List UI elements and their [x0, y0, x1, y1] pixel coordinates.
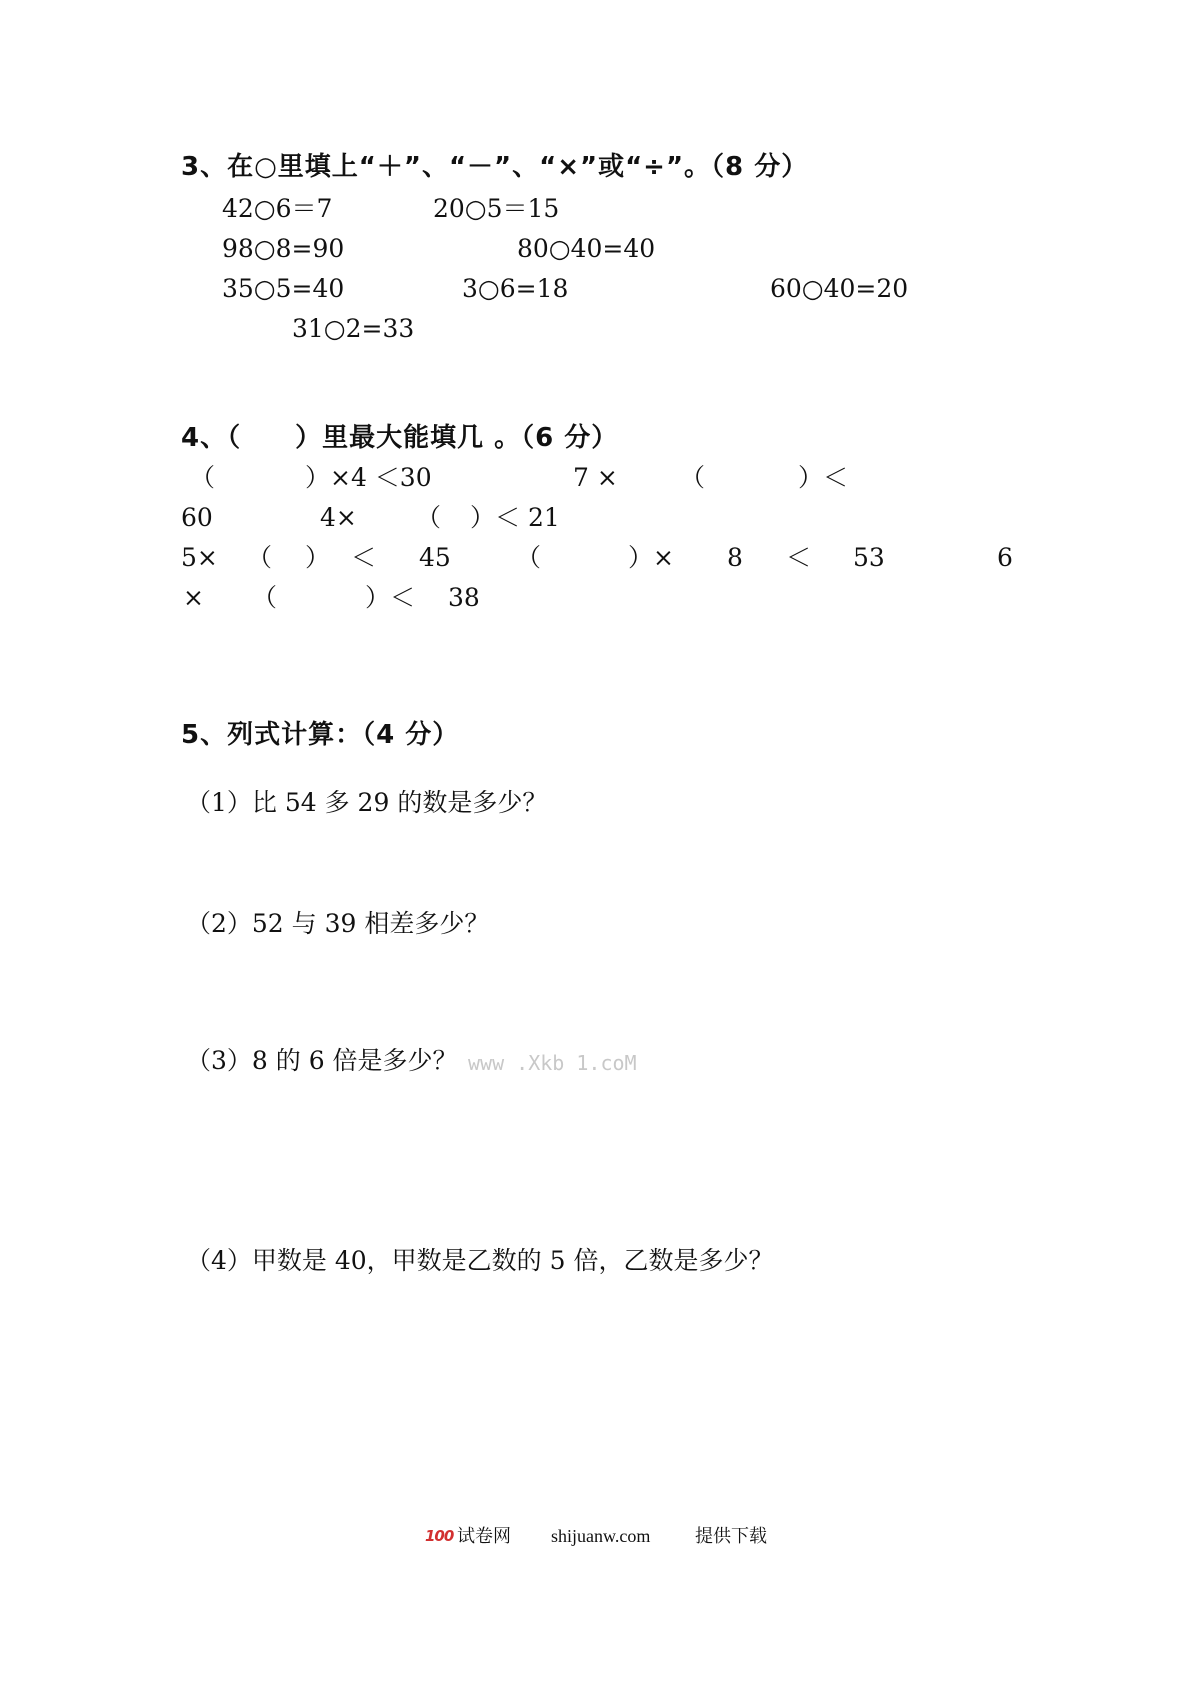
section-4-token: ）＜ 21 [470, 503, 560, 532]
site-logo: 100 [425, 1527, 454, 1545]
section-4-token: （ [247, 543, 273, 572]
section-3-item: 20○5＝15 [433, 194, 560, 223]
section-4-token: （ [516, 543, 542, 572]
section-4-token: 60 [181, 503, 213, 532]
section-4-token: ＜ [786, 543, 812, 572]
section-4-token: 45 [419, 543, 451, 572]
section-3-item: 60○40=20 [770, 274, 909, 303]
section-4-token: ） [305, 543, 331, 572]
section-4-token: ＜ [351, 543, 377, 572]
section-4-token: ）× [628, 543, 674, 572]
question-2: （2）52 与 39 相差多少？ [186, 909, 490, 938]
footer-tagline: 提供下载 [695, 1526, 767, 1546]
section-4-token: ）×4 ＜30 [305, 463, 432, 492]
section-4-token: 7 × [573, 463, 618, 492]
section-3-item: 98○8=90 [222, 234, 345, 263]
section-3-item: 35○5=40 [222, 274, 345, 303]
section-4-token: 5× [181, 543, 218, 572]
section-4-token: （ [190, 463, 216, 492]
section-4-token: ）＜ [798, 463, 849, 492]
section-4-token: （ [680, 463, 706, 492]
section-4-token: （ [416, 503, 442, 532]
section-4-token: （ [252, 583, 278, 612]
section-4-token: 4× [320, 503, 357, 532]
section-4-token: 38 [448, 583, 480, 612]
section-3-item: 31○2=33 [292, 314, 415, 343]
section-3-item: 80○40=40 [517, 234, 656, 263]
footer-site-name: 试卷网 [457, 1526, 511, 1546]
question-1: （1）比 54 多 29 的数是多少？ [186, 788, 548, 817]
footer-url[interactable]: shijuanw.com [551, 1526, 651, 1546]
section-4-token: 53 [853, 543, 885, 572]
section-4-token: 8 [727, 543, 743, 572]
question-4: （4）甲数是 40，甲数是乙数的 5 倍，乙数是多少？ [186, 1246, 774, 1275]
section-3-heading: 3、在○里填上“＋”、“－”、“×”或“÷”。（8 分） [181, 152, 809, 182]
section-3-item: 3○6=18 [462, 274, 569, 303]
watermark-text: www .Xkb 1.coM [468, 1051, 637, 1075]
section-5-heading: 5、列式计算：（4 分） [181, 720, 460, 750]
section-4-token: ）＜ [365, 583, 416, 612]
section-4-token: 6 [997, 543, 1013, 572]
section-3-item: 42○6＝7 [222, 194, 333, 223]
question-3: （3）8 的 6 倍是多少？ [186, 1046, 458, 1075]
section-4-heading: 4、（ ）里最大能填几 。（6 分） [181, 423, 619, 453]
section-4-token: × [183, 583, 204, 612]
